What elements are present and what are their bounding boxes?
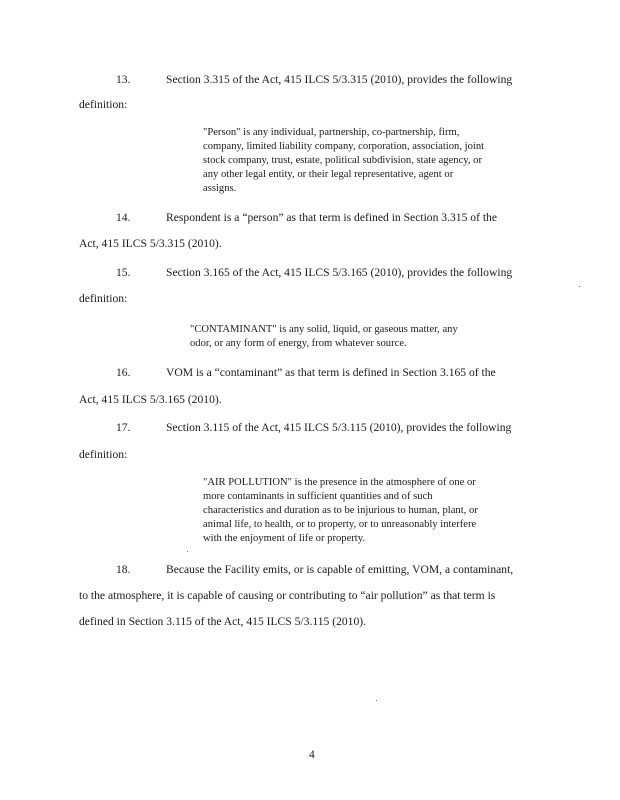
paragraph-number: 17. — [116, 421, 131, 434]
paragraph-16-line-2: Act, 415 ILCS 5/3.165 (2010). — [79, 393, 222, 406]
paragraph-18-line-2: to the atmosphere, it is capable of causing or contributing to “air pollution” as that term is — [79, 589, 496, 602]
page-number: 4 — [309, 749, 315, 761]
paragraph-number: 16. — [116, 366, 131, 379]
paragraph-text: VOM is a “contaminant” as that term is defined in Section 3.165 of the — [166, 366, 496, 379]
quote-person-line-2: company, limited liability company, corporation, association, joint — [203, 141, 485, 152]
paragraph-18-line-1 — [116, 563, 513, 577]
paragraph-text: Because the Facility emits, or is capable of emitting, VOM, a contaminant, — [166, 563, 514, 576]
paragraph-text: Section 3.165 of the Act, 415 ILCS 5/3.165 (2010), provides the following — [166, 266, 513, 279]
quote-person-line-4: any other legal entity, or their legal representative, agent or — [203, 169, 454, 180]
quote-contaminant-line-1: "CONTAMINANT" is any solid, liquid, or gaseous matter, any — [190, 324, 458, 335]
paragraph-17-line-2: definition: — [79, 448, 128, 461]
scan-speck — [187, 551, 188, 552]
paragraph-15-line-1 — [116, 266, 512, 280]
paragraph-13-line-1 — [116, 73, 512, 87]
quote-person-line-1: "Person" is any individual, partnership, co-partnership, firm, — [203, 127, 460, 138]
quote-air-pollution-line-2: more contaminants in sufficient quantities and of such — [203, 491, 433, 502]
paragraph-number: 18. — [116, 563, 131, 576]
paragraph-18-line-3: defined in Section 3.115 of the Act, 415 ILCS 5/3.115 (2010). — [79, 615, 367, 628]
paragraph-number: 15. — [116, 266, 131, 279]
scan-speck — [579, 286, 580, 287]
quote-contaminant-line-2: odor, or any form of energy, from whatever source. — [190, 338, 407, 349]
paragraph-14-line-1 — [116, 211, 497, 225]
paragraph-13-line-2: definition: — [79, 98, 128, 111]
paragraph-text: Respondent is a “person” as that term is defined in Section 3.315 of the — [166, 211, 497, 224]
quote-air-pollution-line-5: with the enjoyment of life or property. — [203, 533, 365, 544]
paragraph-16-line-1 — [116, 366, 496, 380]
paragraph-15-line-2: definition: — [79, 292, 128, 305]
quote-air-pollution-line-3: characteristics and duration as to be injurious to human, plant, or — [203, 505, 478, 516]
quote-person-line-5: assigns. — [203, 183, 237, 194]
quote-person-line-3: stock company, trust, estate, political subdivision, state agency, or — [203, 155, 483, 166]
paragraph-text: Section 3.115 of the Act, 415 ILCS 5/3.115 (2010), provides the following — [166, 421, 512, 434]
paragraph-14-line-2: Act, 415 ILCS 5/3.315 (2010). — [79, 237, 222, 250]
paragraph-number: 14. — [116, 211, 131, 224]
paragraph-text: Section 3.315 of the Act, 415 ILCS 5/3.315 (2010), provides the following — [166, 73, 513, 86]
paragraph-number: 13. — [116, 73, 131, 86]
quote-air-pollution-line-1: "AIR POLLUTION" is the presence in the atmosphere of one or — [203, 477, 476, 488]
scan-speck — [376, 700, 377, 701]
quote-air-pollution-line-4: animal life, to health, or to property, or to unreasonably interfere — [203, 519, 477, 530]
paragraph-17-line-1 — [116, 421, 511, 435]
